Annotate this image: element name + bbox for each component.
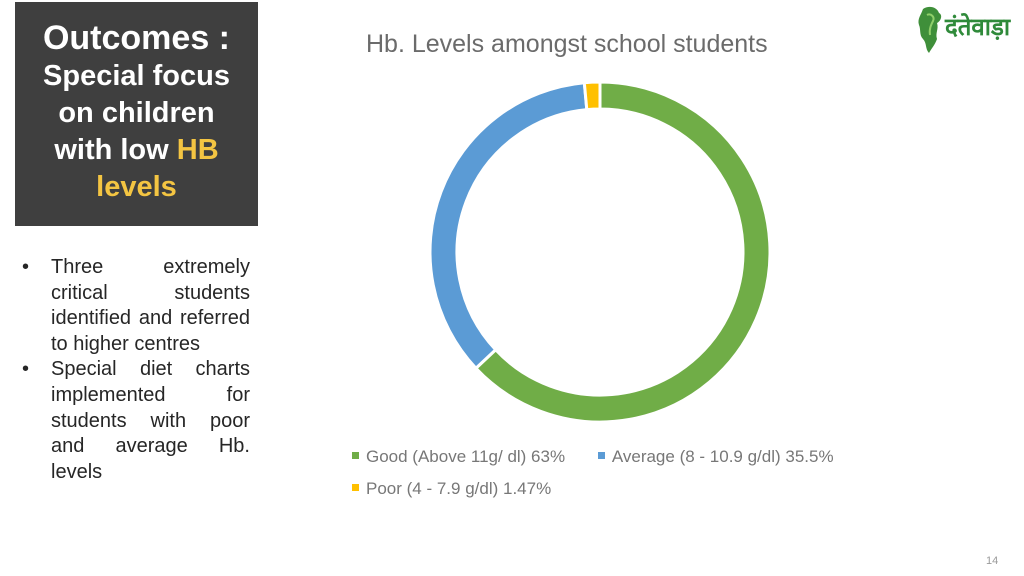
logo-text: दंतेवाड़ा [945,13,1011,41]
legend-item-good [352,447,565,467]
legend-label-average: Average (8 - 10.9 g/dl) 35.5% [611,447,834,466]
legend-label-poor: Poor (4 - 7.9 g/dl) 1.47% [366,479,552,498]
legend-row-2 [352,479,579,499]
legend-swatch-poor [352,484,359,491]
bullet-dot: • [22,358,30,381]
bullet-text: Three extremely critical students identified and referred to higher centres [51,256,250,355]
chart-title: Hb. Levels amongst school students [366,30,768,58]
donut-slice-2 [584,82,600,110]
legend-row-1 [352,447,862,467]
slide-subtitle-line-3 [15,132,258,169]
legend-label-good: Good (Above 11g/ dl) 63% [366,447,566,466]
title-panel [15,2,258,226]
legend-swatch-good [352,452,359,459]
bullet-item [22,255,250,357]
slide-subtitle-line-2: on children [58,97,215,129]
legend-swatch-average [598,452,605,459]
bullet-item [22,357,250,485]
donut-chart [420,80,780,430]
bullet-dot: • [22,256,30,278]
legend-item-poor [352,479,551,499]
subtitle-highlight: HB [176,134,219,166]
slide-subtitle-line-4: levels [96,171,177,203]
bullet-list [22,255,250,485]
donut-slice-1 [430,83,587,369]
legend-item-average [598,447,834,467]
slide-title: Outcomes : [42,19,231,57]
subtitle-prefix: with low [54,134,177,166]
page-number: 14 [986,555,999,567]
bullet-text: Special diet charts implemented for students with poor and average Hb. levels [51,358,250,483]
slide-subtitle-line-1: Special focus [43,60,230,92]
